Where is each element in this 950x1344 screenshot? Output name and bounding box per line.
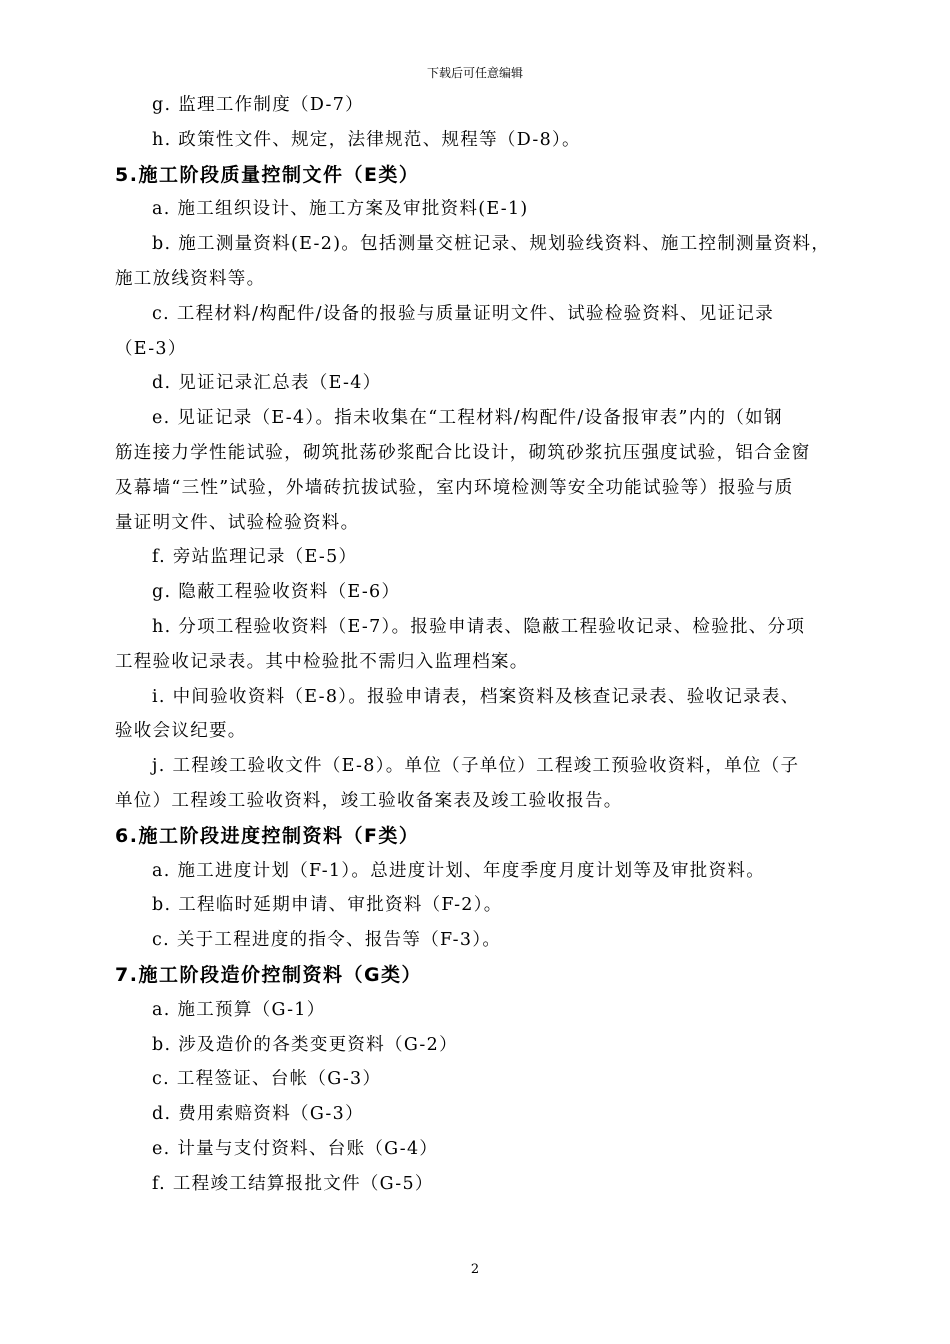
list-item: j. 工程竣工验收文件（E-8）。单位（子单位）工程竣工预验收资料，单位（子	[152, 756, 800, 777]
list-item: d. 费用索赔资料（G-3）	[152, 1104, 364, 1125]
list-item-continuation: （E-3）	[115, 338, 187, 359]
list-item: b. 涉及造价的各类变更资料（G-2）	[152, 1034, 458, 1055]
list-item-continuation: 量证明文件、试验检验资料。	[115, 512, 360, 533]
list-item: c. 关于工程进度的指令、报告等（F-3）。	[152, 930, 502, 951]
page-number: 2	[470, 1262, 480, 1277]
list-item: i. 中间验收资料（E-8）。报验申请表，档案资料及核查记录表、验收记录表、	[152, 686, 800, 707]
list-item: c. 工程材料/构配件/设备的报验与质量证明文件、试验检验资料、见证记录	[152, 303, 775, 324]
list-item: f. 工程竣工结算报批文件（G-5）	[152, 1173, 434, 1194]
list-item-continuation: 筋连接力学性能试验，砌筑批荡砂浆配合比设计，砌筑砂浆抗压强度试验，铝合金窗	[115, 442, 811, 463]
list-item: d. 见证记录汇总表（E-4）	[152, 373, 382, 394]
page-header: 下载后可任意编辑	[426, 66, 523, 80]
list-item: h. 政策性文件、规定，法律规范、规程等（D-8）。	[152, 129, 581, 150]
list-item-continuation: 施工放线资料等。	[115, 268, 266, 289]
list-item-continuation: 工程验收记录表。其中检验批不需归入监理档案。	[115, 651, 529, 672]
list-item: e. 计量与支付资料、台账（G-4）	[152, 1138, 439, 1159]
list-item-continuation: 及幕墙“三性”试验，外墙砖抗拔试验，室内环境检测等安全功能试验等）报验与质	[115, 477, 794, 498]
list-item: a. 施工预算（G-1）	[152, 999, 326, 1020]
list-item: a. 施工进度计划（F-1）。总进度计划、年度季度月度计划等及审批资料。	[152, 860, 766, 881]
list-item: c. 工程签证、台帐（G-3）	[152, 1069, 382, 1090]
section-heading: 7.施工阶段造价控制资料（G类）	[115, 963, 423, 986]
list-item: e. 见证记录（E-4）。指未收集在“工程材料/构配件/设备报审表”内的（如钢	[152, 408, 783, 429]
list-item: g. 监理工作制度（D-7）	[152, 95, 364, 115]
section-heading: 5.施工阶段质量控制文件（E类）	[115, 163, 420, 186]
list-item: a. 施工组织设计、施工方案及审批资料(E-1)	[152, 199, 529, 220]
list-item: b. 施工测量资料(E-2)。包括测量交桩记录、规划验线资料、施工控制测量资料，	[152, 234, 831, 255]
list-item: b. 工程临时延期申请、审批资料（F-2）。	[152, 895, 503, 916]
list-item: f. 旁站监理记录（E-5）	[152, 547, 358, 568]
document-body	[115, 88, 845, 1202]
list-item: h. 分项工程验收资料（E-7）。报验申请表、隐蔽工程验收记录、检验批、分项	[152, 616, 806, 637]
list-item: g. 隐蔽工程验收资料（E-6）	[152, 582, 401, 603]
list-item-continuation: 验收会议纪要。	[115, 721, 247, 742]
section-heading: 6.施工阶段进度控制资料（F类）	[115, 824, 420, 847]
list-item-continuation: 单位）工程竣工验收资料，竣工验收备案表及竣工验收报告。	[115, 790, 623, 811]
